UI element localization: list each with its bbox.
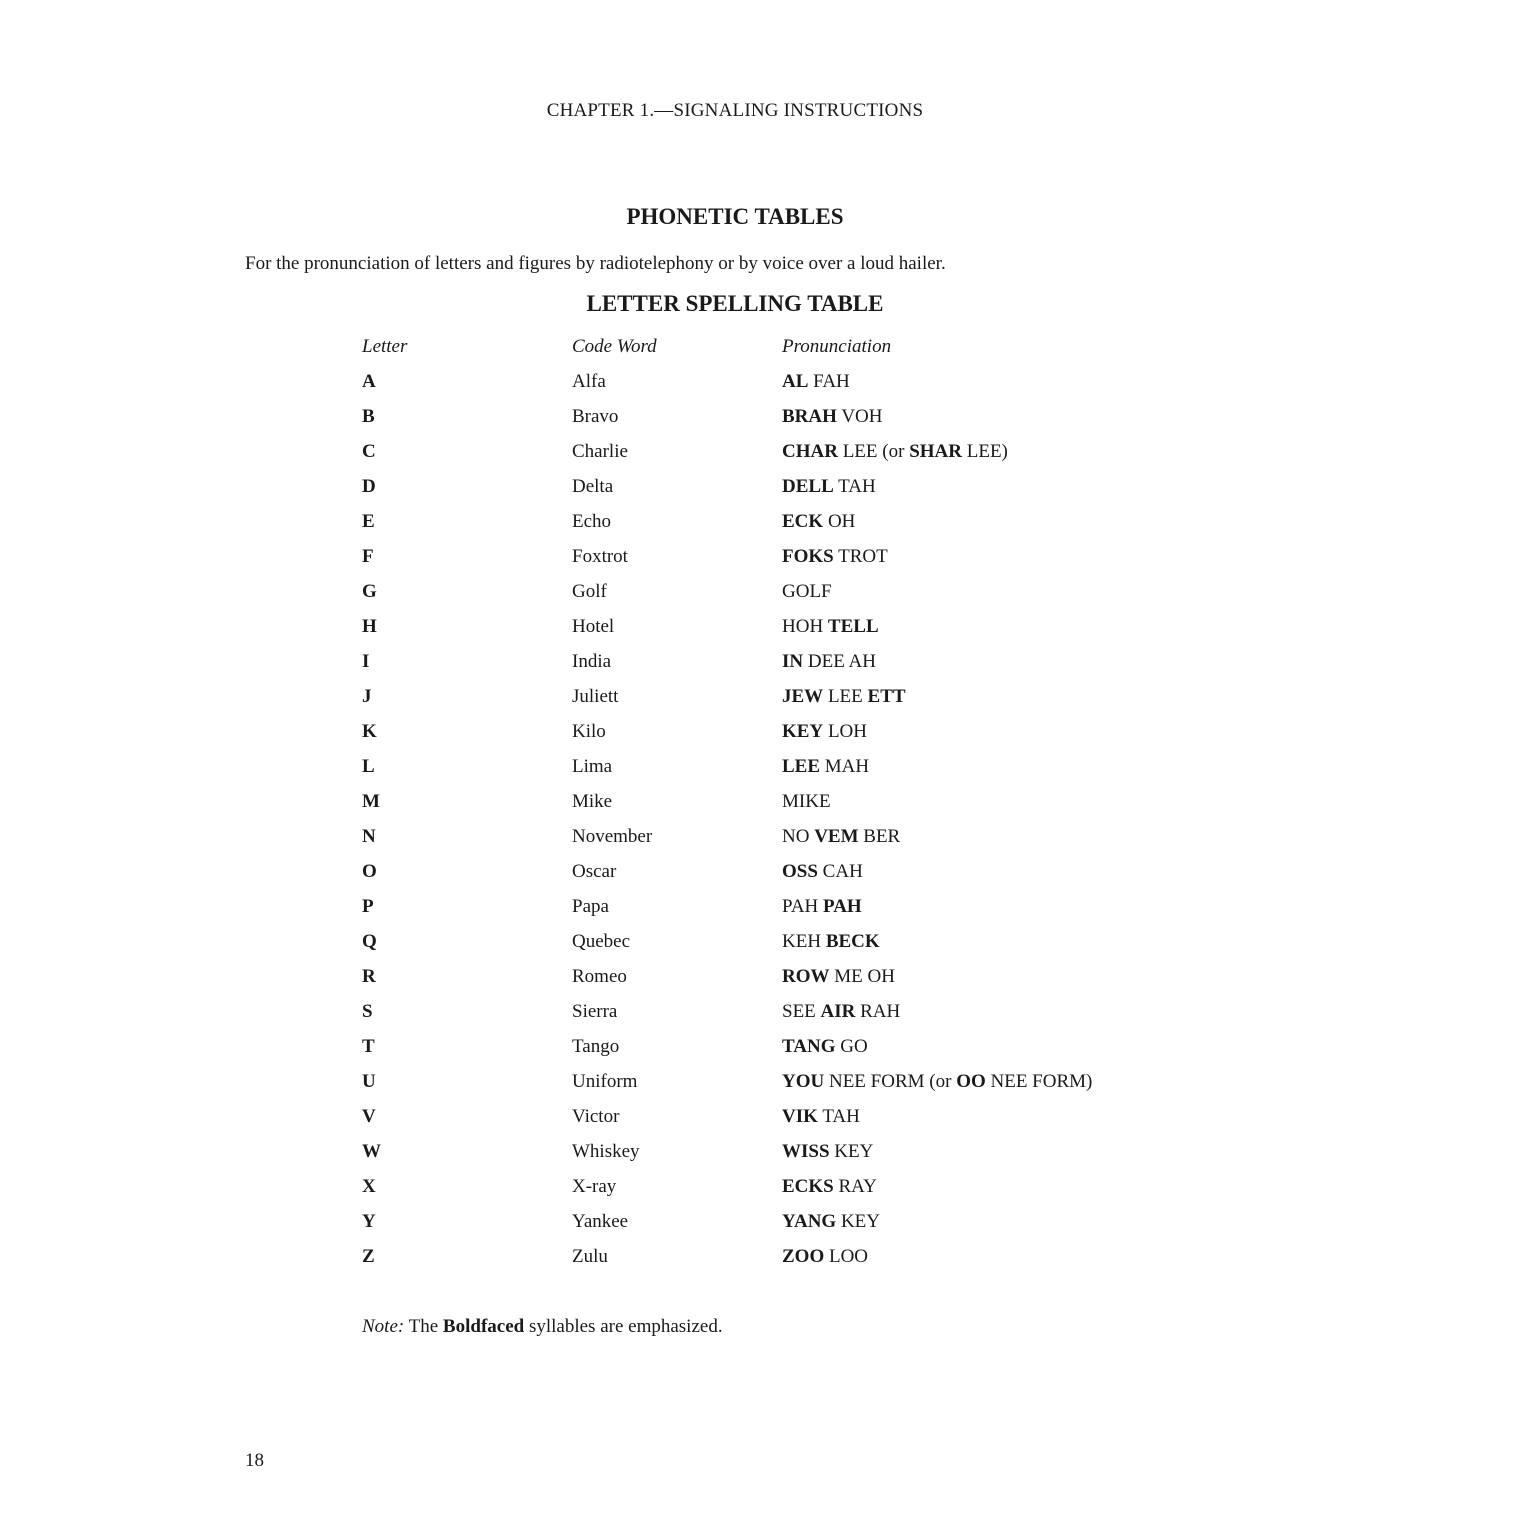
table-row (0, 1036, 1540, 1071)
letter-cell: Q (362, 931, 377, 952)
pronunciation-cell (782, 476, 876, 498)
syllable: KEY (829, 1141, 874, 1162)
emphasized-syllable: FOKS (782, 546, 834, 567)
table-row (0, 1211, 1540, 1246)
note-label: Note: (362, 1316, 405, 1337)
syllable: TAH (817, 1106, 860, 1127)
emphasized-syllable: BECK (825, 931, 880, 952)
letter-cell: E (362, 511, 375, 532)
syllable: MIKE (782, 791, 831, 812)
letter-cell: J (362, 686, 372, 707)
pronunciation-cell (782, 616, 879, 638)
table-row (0, 1176, 1540, 1211)
note (362, 1316, 723, 1338)
table-row (0, 756, 1540, 791)
syllable: GO (835, 1036, 868, 1057)
code-word-cell: Delta (572, 476, 614, 497)
pronunciation-cell (782, 721, 867, 743)
emphasized-syllable: OO (956, 1071, 986, 1092)
letter-cell: W (362, 1141, 381, 1162)
syllable: CAH (817, 861, 863, 882)
code-word-cell: Echo (572, 511, 612, 532)
letter-cell: V (362, 1106, 376, 1127)
syllable: RAH (855, 1001, 901, 1022)
table-row (0, 791, 1540, 826)
code-word-cell: Romeo (572, 966, 627, 987)
table-row (0, 406, 1540, 441)
code-word-cell: Uniform (572, 1071, 638, 1092)
table-row (0, 1246, 1540, 1281)
syllable: MAH (820, 756, 870, 777)
letter-cell: H (362, 616, 377, 637)
code-word-cell: Lima (572, 756, 613, 777)
pronunciation-cell (782, 406, 882, 428)
emphasized-syllable: VEM (814, 826, 859, 847)
table-row (0, 896, 1540, 931)
emphasized-syllable: AL (782, 371, 809, 392)
table-row (0, 371, 1540, 406)
pronunciation-cell (782, 371, 850, 393)
syllable: NO (782, 826, 815, 847)
table-row (0, 441, 1540, 476)
pronunciation-cell (782, 441, 1008, 463)
pronunciation-cell (782, 931, 880, 953)
letter-cell: K (362, 721, 377, 742)
pronunciation-cell (782, 756, 869, 778)
syllable: HOH (782, 616, 828, 637)
emphasized-syllable: TANG (782, 1036, 836, 1057)
pronunciation-cell (782, 651, 876, 673)
table-row (0, 686, 1540, 721)
table-row (0, 826, 1540, 861)
table-row (0, 1001, 1540, 1036)
pronunciation-cell (782, 1141, 873, 1163)
emphasized-syllable: OSS (782, 861, 818, 882)
code-word-cell: Papa (572, 896, 609, 917)
emphasized-syllable: LEE (782, 756, 821, 777)
syllable: RAY (833, 1176, 877, 1197)
letter-cell: Z (362, 1246, 375, 1267)
column-header-pronunciation: Pronunciation (782, 336, 892, 357)
code-word-cell: Yankee (572, 1211, 629, 1232)
emphasized-syllable: WISS (782, 1141, 830, 1162)
table-row (0, 546, 1540, 581)
note-text-after: syllables are emphasized. (524, 1316, 723, 1337)
code-word-cell: Whiskey (572, 1141, 640, 1162)
letter-cell: P (362, 896, 374, 917)
pronunciation-cell (782, 1071, 1092, 1093)
syllable: ME OH (829, 966, 895, 987)
letter-spelling-table (0, 371, 1540, 1281)
table-row (0, 861, 1540, 896)
code-word-cell: Zulu (572, 1246, 608, 1267)
code-word-cell: India (572, 651, 612, 672)
table-row (0, 476, 1540, 511)
pronunciation-cell (782, 1036, 868, 1058)
emphasized-syllable: VIK (782, 1106, 818, 1127)
code-word-cell: Mike (572, 791, 613, 812)
pronunciation-cell (782, 791, 831, 813)
table-title: LETTER SPELLING TABLE (586, 291, 884, 316)
note-bold: Boldfaced (442, 1316, 525, 1337)
syllable: PAH (782, 896, 824, 917)
emphasized-syllable: TELL (827, 616, 879, 637)
letter-cell: L (362, 756, 375, 777)
table-row (0, 721, 1540, 756)
emphasized-syllable: KEY (782, 721, 824, 742)
code-word-cell: Bravo (572, 406, 619, 427)
letter-cell: R (362, 966, 376, 987)
page-number: 18 (245, 1450, 264, 1471)
pronunciation-cell (782, 1246, 868, 1268)
emphasized-syllable: AIR (820, 1001, 856, 1022)
code-word-cell: Golf (572, 581, 607, 602)
syllable: LOO (824, 1246, 869, 1267)
pronunciation-cell (782, 1211, 880, 1233)
code-word-cell: Charlie (572, 441, 628, 462)
code-word-cell: Tango (572, 1036, 620, 1057)
syllable: LEE (823, 686, 868, 707)
table-row (0, 1071, 1540, 1106)
code-word-cell: Quebec (572, 931, 631, 952)
letter-cell: Y (362, 1211, 376, 1232)
code-word-cell: Sierra (572, 1001, 618, 1022)
emphasized-syllable: DELL (782, 476, 834, 497)
pronunciation-cell (782, 686, 906, 708)
letter-cell: N (362, 826, 376, 847)
syllable: OH (823, 511, 856, 532)
column-header-letter: Letter (362, 336, 408, 357)
syllable: FAH (808, 371, 850, 392)
syllable: LEE (or (837, 441, 910, 462)
letter-cell: T (362, 1036, 375, 1057)
emphasized-syllable: CHAR (782, 441, 838, 462)
pronunciation-cell (782, 1106, 860, 1128)
emphasized-syllable: ROW (782, 966, 830, 987)
letter-cell: I (362, 651, 370, 672)
table-row (0, 1106, 1540, 1141)
pronunciation-cell (782, 896, 862, 918)
code-word-cell: November (572, 826, 653, 847)
table-row (0, 931, 1540, 966)
code-word-cell: Kilo (572, 721, 606, 742)
syllable: NEE FORM) (985, 1071, 1093, 1092)
letter-cell: D (362, 476, 376, 497)
emphasized-syllable: YOU (782, 1071, 825, 1092)
letter-cell: S (362, 1001, 373, 1022)
letter-cell: F (362, 546, 374, 567)
letter-cell: B (362, 406, 375, 427)
code-word-cell: Alfa (572, 371, 606, 392)
pronunciation-cell (782, 546, 888, 568)
pronunciation-cell (782, 966, 895, 988)
syllable: TAH (833, 476, 876, 497)
emphasized-syllable: SHAR (909, 441, 962, 462)
emphasized-syllable: IN (782, 651, 804, 672)
table-row (0, 651, 1540, 686)
letter-cell: M (362, 791, 380, 812)
syllable: GOLF (782, 581, 832, 602)
pronunciation-cell (782, 1176, 877, 1198)
table-row (0, 1141, 1540, 1176)
pronunciation-cell (782, 511, 855, 533)
pronunciation-cell (782, 826, 900, 848)
syllable: LOH (823, 721, 867, 742)
note-text-before: The (404, 1316, 443, 1337)
code-word-cell: Victor (572, 1106, 620, 1127)
pronunciation-cell (782, 861, 863, 883)
emphasized-syllable: PAH (823, 896, 862, 917)
table-row (0, 511, 1540, 546)
letter-cell: C (362, 441, 376, 462)
emphasized-syllable: ECK (782, 511, 824, 532)
table-row (0, 966, 1540, 1001)
syllable: VOH (836, 406, 883, 427)
emphasized-syllable: YANG (782, 1211, 837, 1232)
letter-cell: G (362, 581, 377, 602)
code-word-cell: Juliett (572, 686, 619, 707)
running-head: CHAPTER 1.—SIGNALING INSTRUCTIONS (546, 100, 924, 121)
syllable: SEE (782, 1001, 821, 1022)
code-word-cell: Oscar (572, 861, 617, 882)
letter-cell: X (362, 1176, 376, 1197)
syllable: LEE) (961, 441, 1008, 462)
emphasized-syllable: JEW (782, 686, 824, 707)
letter-cell: O (362, 861, 377, 882)
syllable: BER (858, 826, 901, 847)
syllable: KEY (836, 1211, 881, 1232)
letter-cell: A (362, 371, 376, 392)
column-header-code-word: Code Word (572, 336, 657, 357)
letter-cell: U (362, 1071, 376, 1092)
table-row (0, 581, 1540, 616)
syllable: NEE FORM (or (824, 1071, 957, 1092)
intro-paragraph: For the pronunciation of letters and figures by radiotelephony or by voice over a loud hailer. (245, 253, 946, 274)
section-title: PHONETIC TABLES (626, 204, 844, 229)
emphasized-syllable: BRAH (782, 406, 837, 427)
code-word-cell: Hotel (572, 616, 615, 637)
syllable: DEE AH (803, 651, 876, 672)
emphasized-syllable: ETT (867, 686, 906, 707)
syllable: KEH (782, 931, 826, 952)
pronunciation-cell (782, 581, 832, 603)
syllable: TROT (833, 546, 888, 567)
code-word-cell: Foxtrot (572, 546, 628, 567)
pronunciation-cell (782, 1001, 900, 1023)
table-row (0, 616, 1540, 651)
emphasized-syllable: ZOO (782, 1246, 825, 1267)
code-word-cell: X-ray (572, 1176, 617, 1197)
emphasized-syllable: ECKS (782, 1176, 834, 1197)
